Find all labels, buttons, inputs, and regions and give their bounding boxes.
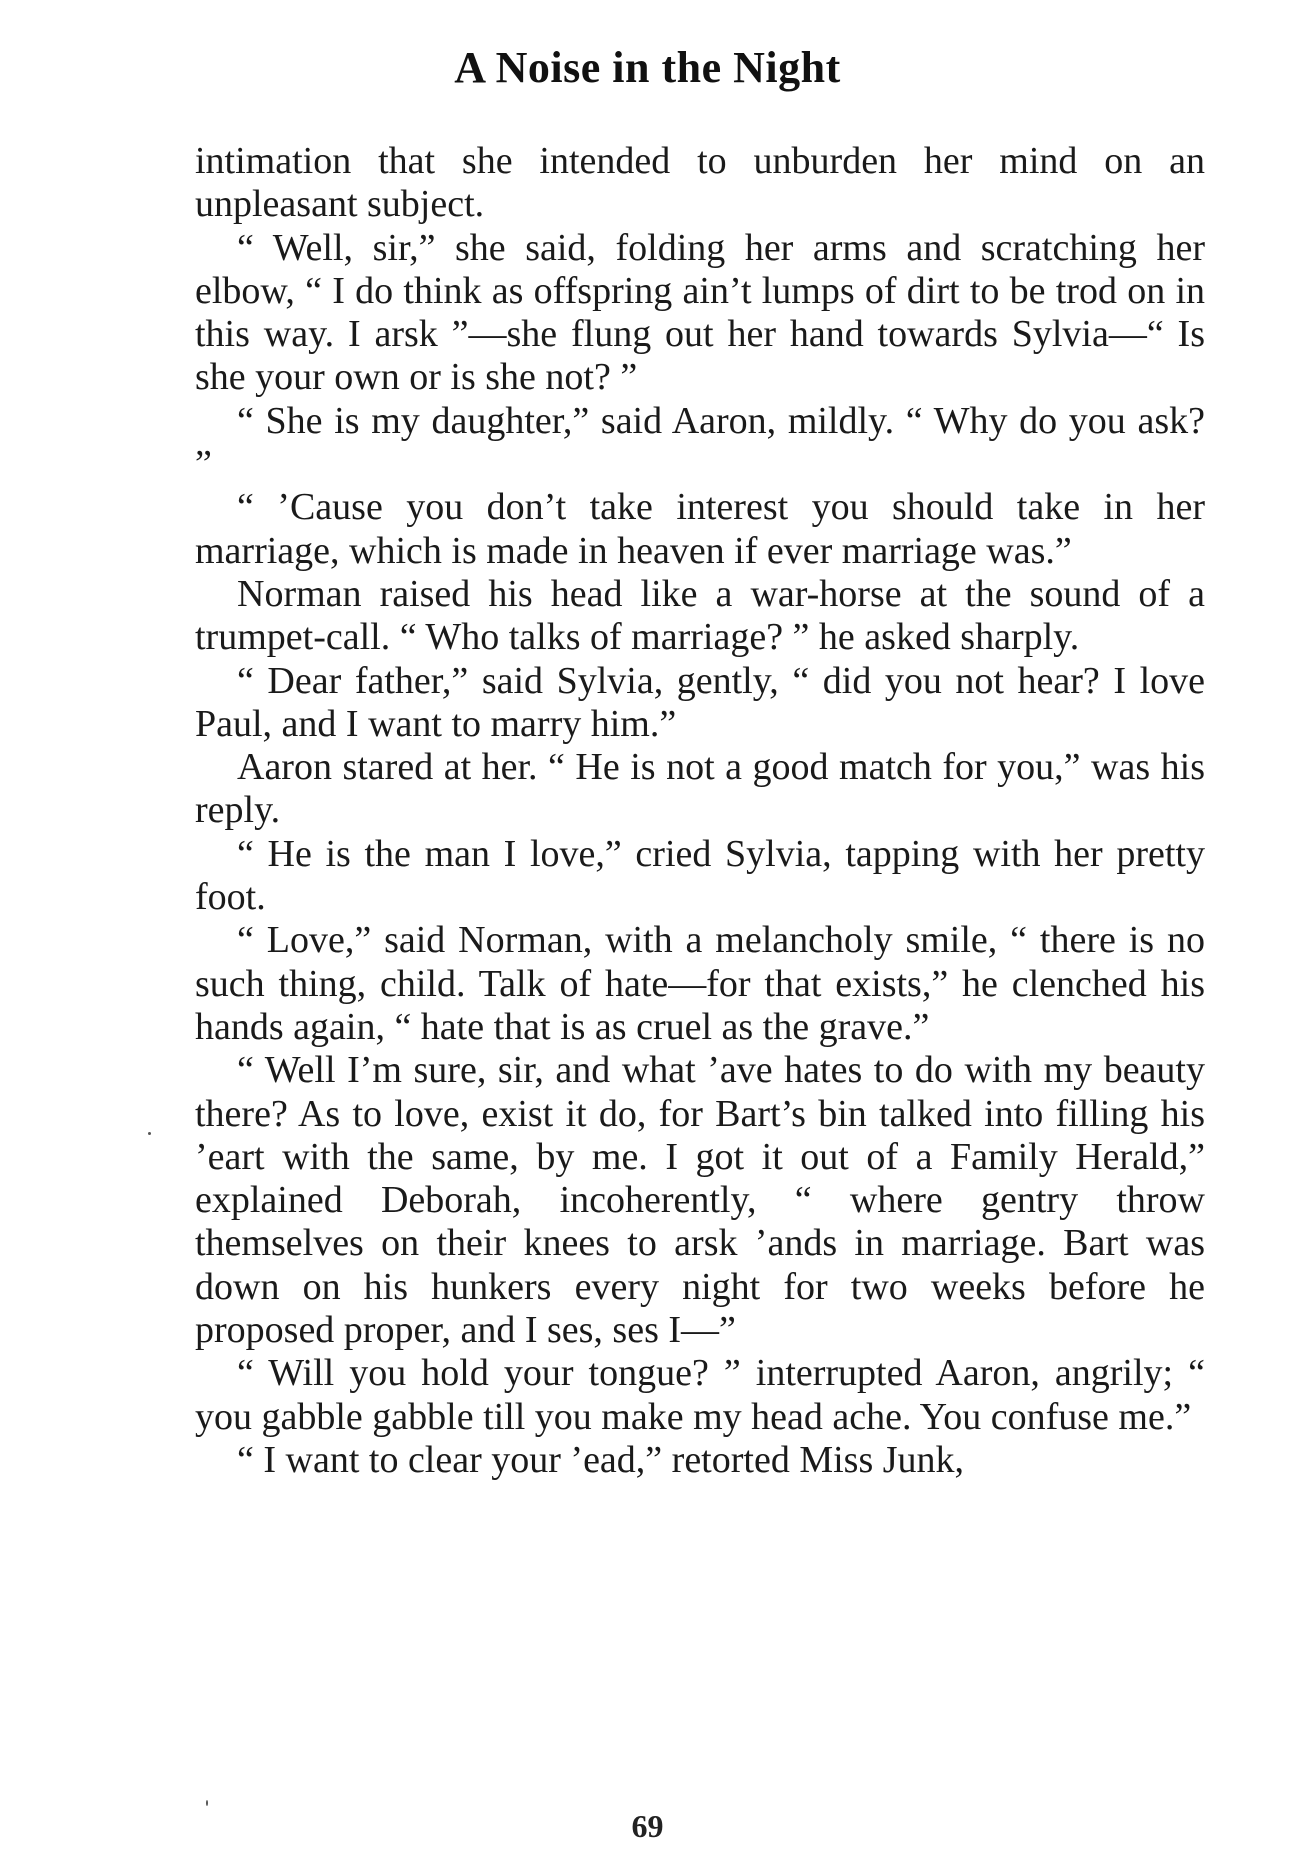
paragraph: intimation that she intended to unburden her mind on an unpleasant subject. xyxy=(195,140,1205,226)
paragraph: “ Well, sir,” she said, folding her arms and scratching her elbow, “ I do think as offspring ain’t lumps of dirt to be trod on in this way. I arsk ”—she flung out her hand towards Sylvia—“ Is she your own or is she not? ” xyxy=(195,226,1205,399)
paragraph: “ Well I’m sure, sir, and what ’ave hates to do with my beauty there? As to love, exist it do, for Bart’s bin talked into filling his ’eart with the same, by me. I got it out of a Family Herald,” explained Deborah, incoherently, “ where gentry throw themselves on their knees to arsk ’ands in marriage. Bart was down on his hunkers every night for two weeks before he proposed proper, and I ses, ses I—” xyxy=(195,1049,1205,1352)
paragraph: “ ’Cause you don’t take interest you should take in her marriage, which is made in heaven if ever marriage was.” xyxy=(195,486,1205,572)
running-title: A Noise in the Night xyxy=(454,43,841,92)
paragraph: “ Love,” said Norman, with a melancholy smile, “ there is no such thing, child. Talk of hate—for that exists,” he clenched his hands again, “ hate that is as cruel as the grave.” xyxy=(195,919,1205,1048)
paragraph: “ She is my daughter,” said Aaron, mildly. “ Why do you ask? ” xyxy=(195,399,1205,486)
paragraph: Norman raised his head like a war-horse at the sound of a trumpet-call. “ Who talks of marriage? ” he asked sharply. xyxy=(195,572,1205,659)
paper-speck xyxy=(206,1800,208,1806)
paragraph: “ Will you hold your tongue? ” interrupted Aaron, angrily; “ you gabble gabble till you make my head ache. You confuse me.” xyxy=(195,1352,1205,1438)
paragraph: Aaron stared at her. “ He is not a good match for you,” was his reply. xyxy=(195,746,1205,832)
paragraph: “ I want to clear your ’ead,” retorted Miss Junk, xyxy=(237,1438,965,1481)
body-text xyxy=(195,140,1205,1482)
page-number: 69 xyxy=(631,1808,664,1844)
paper-speck xyxy=(148,1132,151,1135)
paragraph: “ Dear father,” said Sylvia, gently, “ did you not hear? I love Paul, and I want to marry him.” xyxy=(195,659,1205,745)
paragraph: “ He is the man I love,” cried Sylvia, tapping with her pretty foot. xyxy=(195,832,1205,919)
